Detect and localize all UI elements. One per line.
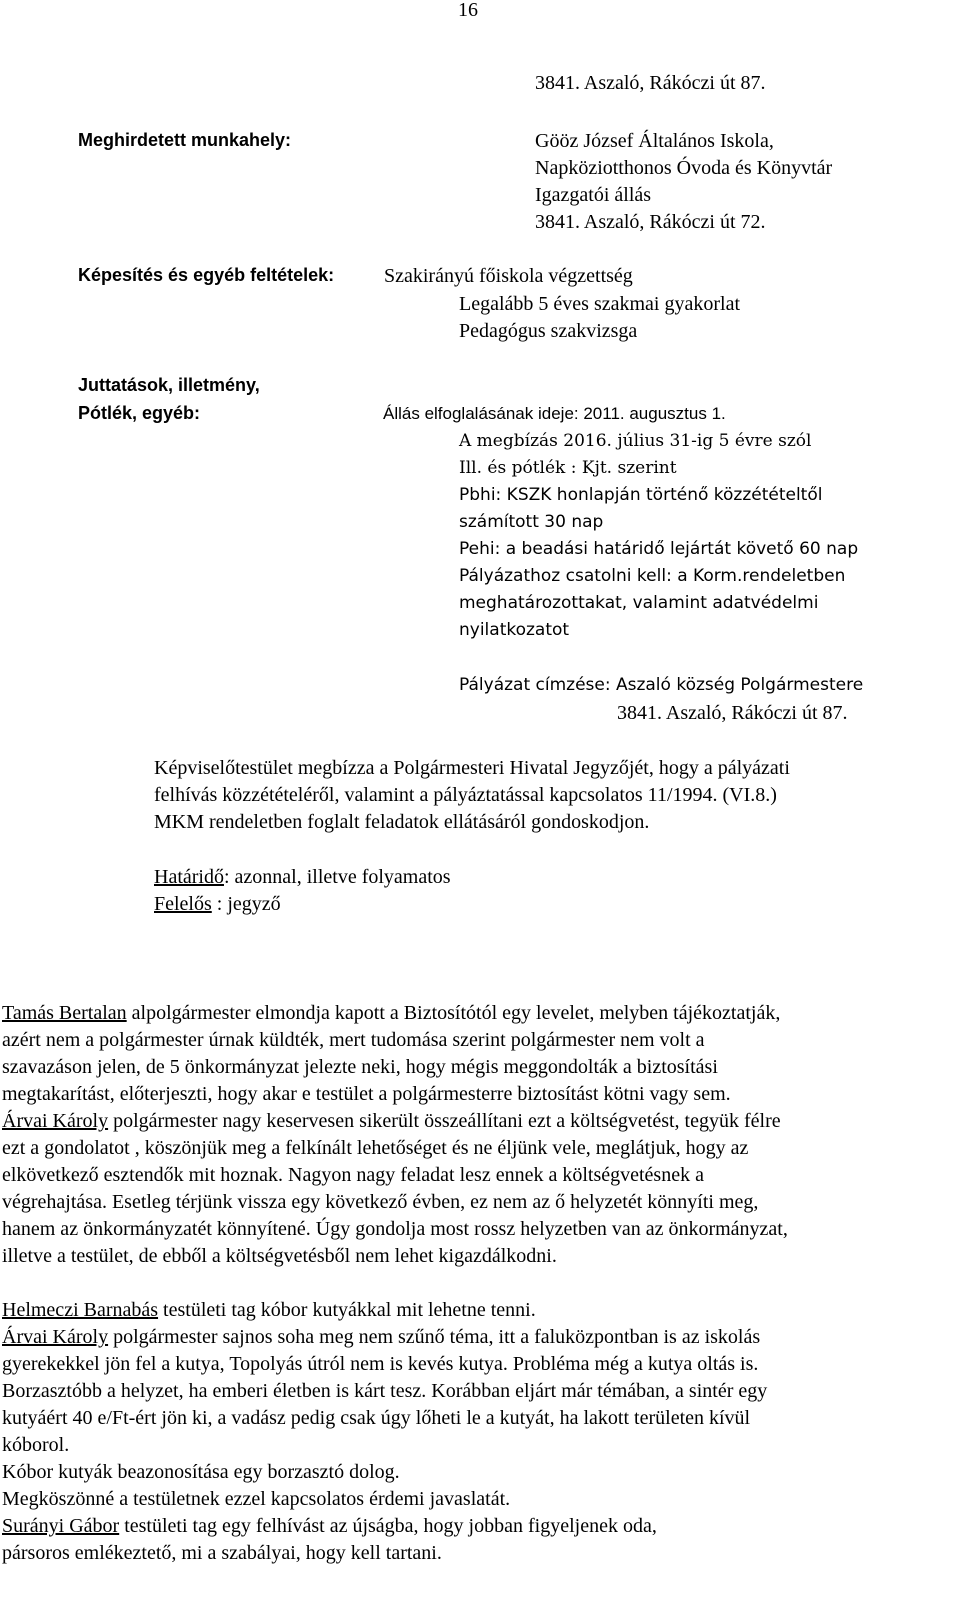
qualifications-label: Képesítés és egyéb feltételek:: [78, 265, 335, 285]
resolution-line: MKM rendeletben foglalt feladatok ellátásáról gondoskodjon.: [154, 811, 650, 833]
page-number: 16: [458, 0, 478, 21]
workplace-line: 3841. Aszaló, Rákóczi út 72.: [535, 211, 766, 233]
speaker-name: Árvai Károly: [2, 1326, 109, 1348]
paragraph-line: hanem az önkormányzatét könnyítené. Úgy gondolja most rossz helyzetben van az önkormányzat,: [2, 1218, 788, 1240]
workplace-line: Igazgatói állás: [535, 184, 652, 206]
paragraph-line: Borzasztóbb a helyzet, ha emberi életben is kárt tesz. Korábban eljárt már témában, a sintér egy: [2, 1380, 768, 1402]
qualification-line: Szakirányú főiskola végzettség: [384, 265, 633, 287]
benefits-line: meghatározottakat, valamint adatvédelmi: [459, 593, 819, 613]
benefits-line: Pehi: a beadási határidő lejártát követő 60 nap: [459, 539, 859, 559]
top-address: 3841. Aszaló, Rákóczi út 87.: [535, 72, 766, 94]
paragraph-line: illetve a testület, de ebből a költségvetésből nem lehet kigazdálkodni.: [2, 1245, 557, 1267]
workplace-label: Meghirdetett munkahely:: [78, 130, 292, 150]
benefits-label: Juttatások, illetmény,: [78, 375, 260, 395]
paragraph-line: azért nem a polgármester úrnak küldték, mert tudomása szerint polgármester nem volt a: [2, 1029, 705, 1051]
paragraph-line: Tamás Bertalan alpolgármester elmondja kapott a Biztosítótól egy levelet, melyben tájékoztatják,: [2, 1002, 781, 1024]
benefits-line: számított 30 nap: [459, 512, 604, 532]
deadline-label: Határidő: [154, 866, 224, 888]
benefits-line: nyilatkozatot: [459, 620, 570, 640]
speaker-name: Surányi Gábor: [2, 1515, 120, 1537]
paragraph-line: Surányi Gábor testületi tag egy felhívást az újságba, hogy jobban figyeljenek oda,: [2, 1515, 657, 1537]
paragraph-line: kóborol.: [2, 1434, 70, 1456]
addressee: Pályázat címzése: Aszaló község Polgármestere: [459, 675, 864, 695]
speaker-name: Árvai Károly: [2, 1110, 109, 1132]
paragraph-line: Árvai Károly polgármester nagy keservesen sikerült összeállítani ezt a költségvetést, tegyük félre: [2, 1110, 781, 1132]
addressee-address: 3841. Aszaló, Rákóczi út 87.: [617, 702, 848, 724]
benefits-line: Pbhi: KSZK honlapján történő közzétételtől: [459, 485, 823, 505]
workplace-line: Gööz József Általános Iskola,: [535, 130, 774, 152]
paragraph-line: gyerekekkel jön fel a kutya, Topolyás útról nem is kevés kutya. Probléma még a kutya oltás is.: [2, 1353, 759, 1375]
paragraph-line: pársoros emlékeztető, mi a szabályai, hogy kell tartani.: [2, 1542, 442, 1564]
workplace-line: Napköziotthonos Óvoda és Könyvtár: [535, 157, 833, 179]
resolution-line: Képviselőtestület megbízza a Polgármesteri Hivatal Jegyzőjét, hogy a pályázati: [154, 757, 790, 779]
resolution-line: felhívás közzétételéről, valamint a pályáztatással kapcsolatos 11/1994. (VI.8.): [154, 784, 777, 806]
deadline-line: [154, 867, 451, 887]
benefits-label: Pótlék, egyéb:: [78, 403, 201, 423]
paragraph-line: megtakarítást, előterjeszti, hogy akar e testület a polgármesterre biztosítást kötni vagy sem.: [2, 1083, 731, 1105]
benefits-line: Ill. és pótlék : Kjt. szerint: [459, 458, 677, 478]
start-date: Állás elfoglalásának ideje: 2011. augusztus 1.: [383, 404, 726, 423]
speaker-name: Tamás Bertalan: [2, 1002, 127, 1024]
benefits-line: A megbízás 2016. július 31-ig 5 évre szól: [459, 431, 812, 451]
paragraph-line: elkövetkező esztendők mit hoznak. Nagyon nagy feladat lesz ennek a költségvetésnek a: [2, 1164, 704, 1186]
responsible-line: [154, 894, 281, 914]
paragraph-line: Helmeczi Barnabás testületi tag kóbor kutyákkal mit lehetne tenni.: [2, 1299, 536, 1321]
qualification-line: Legalább 5 éves szakmai gyakorlat: [459, 293, 740, 315]
benefits-line: Pályázathoz csatolni kell: a Korm.rendeletben: [459, 566, 846, 586]
paragraph-line: Megköszönné a testületnek ezzel kapcsolatos érdemi javaslatát.: [2, 1488, 511, 1510]
deadline-value: : azonnal, illetve folyamatos: [223, 866, 451, 888]
paragraph-line: kutyáért 40 e/Ft-ért jön ki, a vadász pedig csak úgy lőheti le a kutyát, ha lakott területen kívül: [2, 1407, 751, 1429]
paragraph-line: Árvai Károly polgármester sajnos soha meg nem szűnő téma, itt a faluközpontban is az iskolás: [2, 1326, 761, 1348]
speaker-name: Helmeczi Barnabás: [2, 1299, 159, 1321]
qualification-line: Pedagógus szakvizsga: [459, 320, 638, 342]
responsible-label: Felelős: [154, 893, 212, 915]
responsible-value: : jegyző: [211, 893, 281, 915]
paragraph-line: Kóbor kutyák beazonosítása egy borzasztó dolog.: [2, 1461, 400, 1483]
paragraph-line: végrehajtása. Esetleg térjünk vissza egy következő évben, ez nem az ő helyzetét könnyíti meg,: [2, 1191, 759, 1213]
paragraph-line: ezt a gondolatot , köszönjük meg a felkínált lehetőséget és ne éljünk vele, meglátjuk, hogy az: [2, 1137, 749, 1159]
paragraph-line: szavazáson jelen, de 5 önkormányzat jelezte neki, hogy mégis meggondolták a biztosítási: [2, 1056, 718, 1078]
